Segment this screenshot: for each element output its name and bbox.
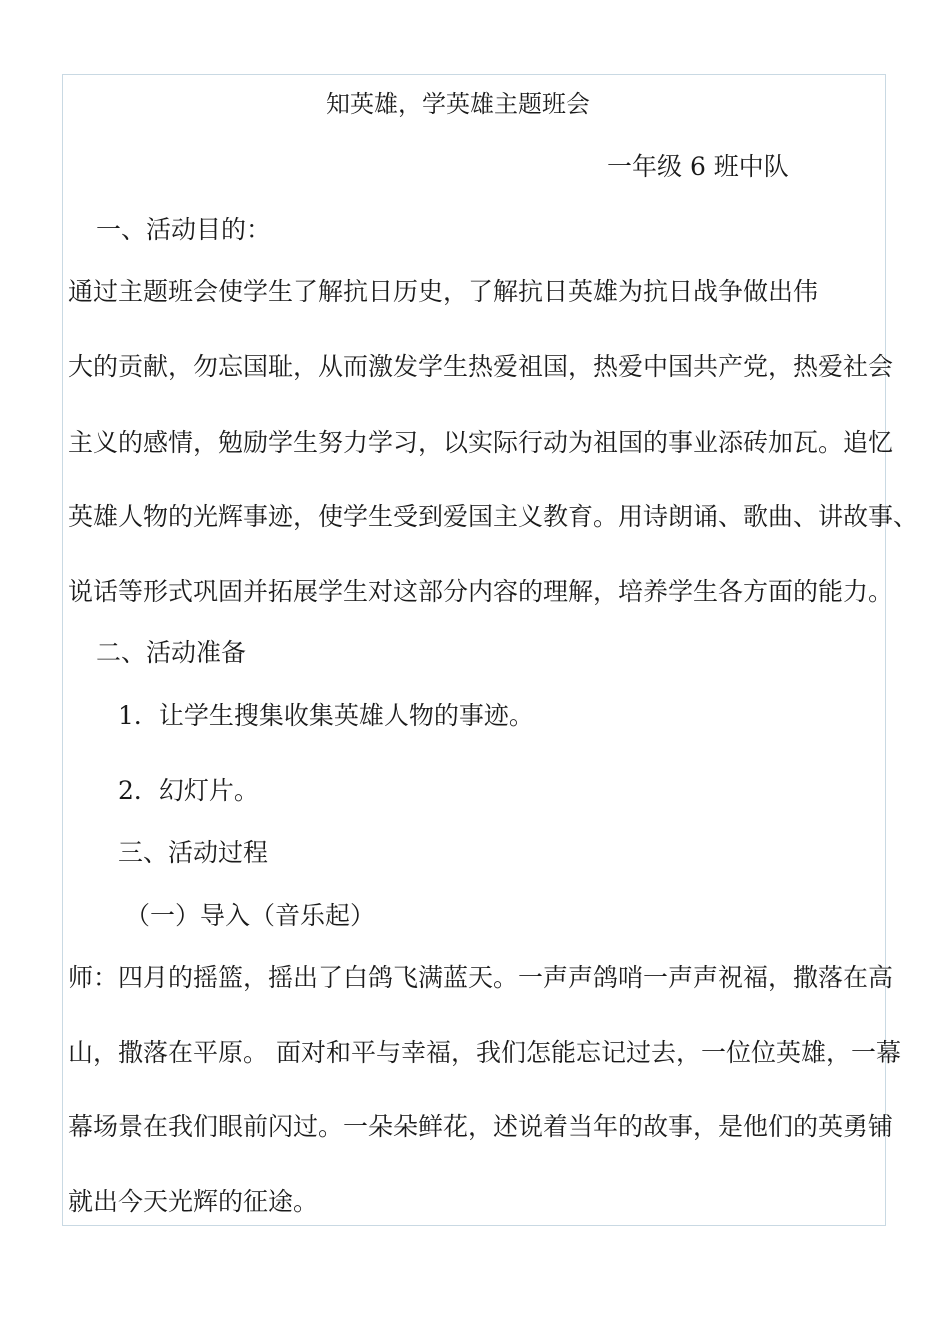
teacher-speech-line: 师：四月的摇篮，摇出了白鸽飞满蓝天。一声声鸽哨一声声祝福，撒落在高 <box>68 963 894 992</box>
section-heading-purpose: 一、活动目的： <box>96 215 272 244</box>
section-heading-process: 三、活动过程 <box>118 838 269 867</box>
purpose-paragraph-line: 主义的感情，勉励学生努力学习，以实际行动为祖国的事业添砖加瓦。追忆 <box>68 428 894 457</box>
subsection-heading-intro: （一）导入（音乐起） <box>125 901 376 930</box>
preparation-item: 1．让学生搜集收集英雄人物的事迹。 <box>118 701 534 730</box>
preparation-item: 2．幻灯片。 <box>118 776 259 805</box>
purpose-paragraph-line: 通过主题班会使学生了解抗日历史，了解抗日英雄为抗日战争做出伟 <box>68 277 819 306</box>
purpose-paragraph-line: 大的贡献，勿忘国耻，从而激发学生热爱祖国，热爱中国共产党，热爱社会 <box>68 352 894 381</box>
class-name: 一年级 6 班中队 <box>607 152 789 181</box>
teacher-speech-line: 就出今天光辉的征途。 <box>68 1187 319 1216</box>
teacher-speech-line: 山，撒落在平原。 面对和平与幸福，我们怎能忘记过去，一位位英雄，一幕 <box>68 1038 901 1067</box>
teacher-speech-line: 幕场景在我们眼前闪过。一朵朵鲜花，述说着当年的故事，是他们的英勇铺 <box>68 1112 894 1141</box>
document-title: 知英雄，学英雄主题班会 <box>326 90 590 118</box>
section-heading-preparation: 二、活动准备 <box>96 638 247 667</box>
purpose-paragraph-line: 说话等形式巩固并拓展学生对这部分内容的理解，培养学生各方面的能力。 <box>68 577 894 606</box>
purpose-paragraph-line: 英雄人物的光辉事迹，使学生受到爱国主义教育。用诗朗诵、歌曲、讲故事、 <box>68 502 919 531</box>
